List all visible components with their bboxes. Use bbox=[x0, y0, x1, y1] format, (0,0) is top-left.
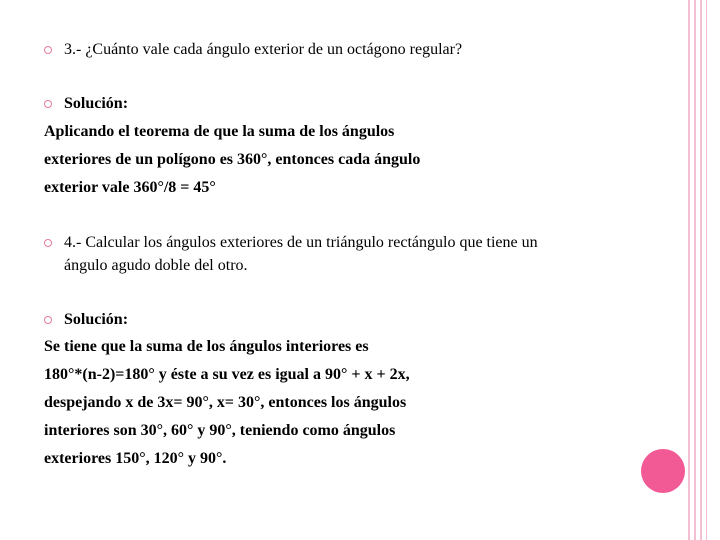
solution-2-line: interiores son 30°, 60° y 90°, teniendo como ángulos bbox=[44, 422, 396, 439]
solution-2-title: Solución: bbox=[64, 311, 129, 328]
solution-1-line: exterior vale 360°/8 = 45° bbox=[44, 179, 216, 196]
question-4: 4.- Calcular los ángulos exteriores de un triángulo rectángulo que tiene un bbox=[64, 234, 538, 251]
pink-dot-decoration bbox=[641, 449, 685, 493]
bullet-icon bbox=[44, 316, 52, 324]
solution-2-line: Se tiene que la suma de los ángulos interiores es bbox=[44, 338, 369, 355]
right-border-line bbox=[700, 0, 702, 540]
question-4: ángulo agudo doble del otro. bbox=[64, 257, 248, 274]
right-border-line bbox=[706, 0, 707, 540]
solution-2-line: exteriores 150°, 120° y 90°. bbox=[44, 450, 227, 467]
solution-1-title: Solución: bbox=[64, 95, 129, 112]
bullet-icon bbox=[44, 100, 52, 108]
bullet-icon bbox=[44, 239, 52, 247]
solution-1-line: exteriores de un polígono es 360°, entonces cada ángulo bbox=[44, 151, 421, 168]
solution-1-line: Aplicando el teorema de que la suma de los ángulos bbox=[44, 123, 395, 140]
solution-2-line: despejando x de 3x= 90°, x= 30°, entonces los ángulos bbox=[44, 394, 407, 411]
right-border-line bbox=[694, 0, 696, 540]
right-border-line bbox=[688, 0, 690, 540]
question-3: 3.- ¿Cuánto vale cada ángulo exterior de un octágono regular? bbox=[64, 41, 463, 58]
solution-2-line: 180°*(n-2)=180° y éste a su vez es igual a 90° + x + 2x, bbox=[44, 366, 410, 383]
bullet-icon bbox=[44, 46, 52, 54]
